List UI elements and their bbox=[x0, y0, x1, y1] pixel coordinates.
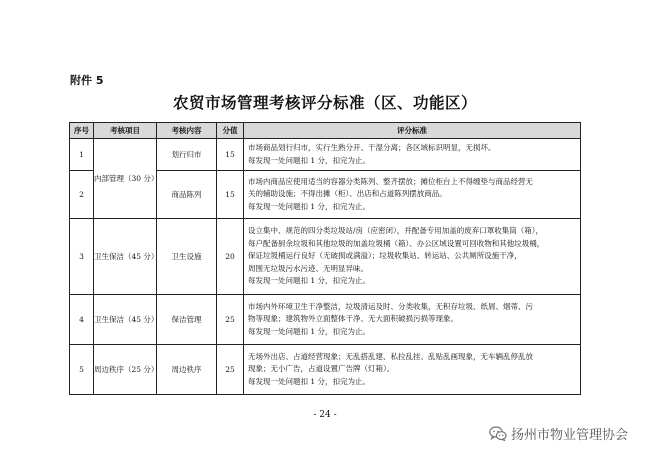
row-item: 周边秩序（25 分） bbox=[94, 345, 157, 395]
row-number: 3 bbox=[70, 219, 94, 295]
criteria-line: 物等现象；建筑物外立面整体干净、无大面积破损污损等现象。 bbox=[248, 314, 458, 324]
criteria-line: 保证垃圾桶运行良好（无破损或满溢）；垃圾收集站、转运站、公共厕所设施干净， bbox=[248, 251, 522, 261]
row-criteria bbox=[244, 219, 581, 295]
row-item: 卫生保洁（45 分） bbox=[94, 219, 157, 295]
criteria-line: 市场内商品应使用适当的容器分类陈列、整齐摆放；摊位柜台上不得缠垫与商品经营无 bbox=[248, 176, 533, 186]
row-score: 25 bbox=[217, 295, 244, 345]
row-content: 保洁管理 bbox=[157, 295, 217, 345]
criteria-line: 无场外出店、占道经营现象；无乱搭乱建、私拉乱挂、乱贴乱画现象，无车辆乱停乱放 bbox=[248, 351, 533, 361]
row-score: 15 bbox=[217, 139, 244, 171]
table-row bbox=[70, 219, 581, 295]
wechat-icon bbox=[489, 426, 507, 441]
row-criteria bbox=[244, 171, 581, 219]
row-item: 内部管理（30 分） bbox=[94, 139, 157, 219]
header-score: 分值 bbox=[217, 123, 244, 139]
criteria-line: 每发现一处问题扣 1 分，扣完为止。 bbox=[248, 276, 371, 286]
header-content: 考核内容 bbox=[157, 123, 217, 139]
criteria-line: 每发现一处问题扣 1 分，扣完为止。 bbox=[248, 376, 371, 386]
page-number: - 24 - bbox=[313, 410, 337, 420]
criteria-line: 周围无垃圾污水污迹、无明显异味。 bbox=[248, 263, 368, 273]
header-criteria: 评分标准 bbox=[244, 123, 581, 139]
criteria-line: 每户配备厨余垃圾和其他垃圾的加盖垃圾桶（箱）、办公区域设置可回收物和其他垃圾桶， bbox=[248, 238, 545, 248]
row-number: 4 bbox=[70, 295, 94, 345]
criteria-line: 每发现一处问题扣 1 分，扣完为止。 bbox=[248, 155, 371, 165]
row-content: 周边秩序 bbox=[157, 345, 217, 395]
watermark bbox=[489, 424, 628, 443]
criteria-line: 关的辅助设施；不得出摊（柜）、出店和占道陈列摆放商品。 bbox=[248, 189, 447, 199]
row-content: 划行归市 bbox=[157, 139, 217, 171]
row-criteria bbox=[244, 139, 581, 171]
row-number: 1 bbox=[70, 139, 94, 171]
criteria-line: 每发现一处问题扣 1 分，扣完为止。 bbox=[248, 201, 371, 211]
criteria-line: 每发现一处问题扣 1 分，扣完为止。 bbox=[248, 326, 371, 336]
attachment-label: 附件 5 bbox=[70, 74, 104, 87]
table-row bbox=[70, 139, 581, 171]
table-row bbox=[70, 345, 581, 395]
row-criteria bbox=[244, 345, 581, 395]
row-score: 15 bbox=[217, 171, 244, 219]
row-criteria bbox=[244, 295, 581, 345]
page-title: 农贸市场管理考核评分标准（区、功能区） bbox=[172, 93, 477, 112]
row-content: 商品陈列 bbox=[157, 171, 217, 219]
criteria-line: 现象；无小广告，占道设置广告牌（灯箱）。 bbox=[248, 364, 395, 374]
row-content: 卫生设施 bbox=[157, 219, 217, 295]
watermark-text: 扬州市物业管理协会 bbox=[510, 428, 628, 443]
criteria-line: 市场商品划行归市，实行生熟分开、干湿分离；各区域标识明显，无损坏。 bbox=[248, 143, 496, 152]
criteria-line: 市场内外环境卫生干净整洁，垃圾清运及时、分类收集，无积存垃圾、纸屑、烟蒂、污 bbox=[248, 301, 533, 311]
row-score: 20 bbox=[217, 219, 244, 295]
row-number: 2 bbox=[70, 171, 94, 219]
row-score: 25 bbox=[217, 345, 244, 395]
header-item: 考核项目 bbox=[94, 123, 157, 139]
row-number: 5 bbox=[70, 345, 94, 395]
table-header-row bbox=[70, 123, 581, 139]
header-no: 序号 bbox=[70, 123, 94, 139]
row-item: 卫生保洁（45 分） bbox=[94, 295, 157, 345]
scoring-table bbox=[69, 122, 581, 395]
criteria-line: 设立集中、规范的四分类垃圾站/房（应密闭），并配备专用加盖的废弃口罩收集筒（箱）， bbox=[248, 226, 544, 236]
table-row bbox=[70, 295, 581, 345]
